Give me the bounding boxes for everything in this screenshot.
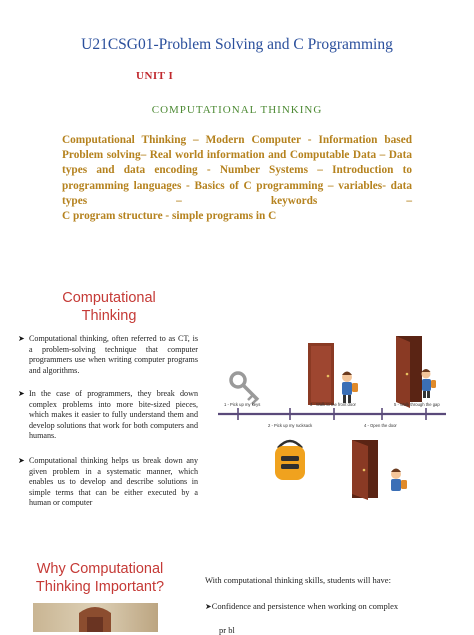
bullet-item [18,456,198,509]
step-label: 2 - Pick up my rucksack [268,423,313,428]
skills-item-continuation: pr bl [219,625,235,635]
step-label: 4 - Open the door [364,423,397,428]
door-icon [352,440,378,500]
topics-line: Basics of C programming – variables- data types – keywords – [62,179,413,207]
backpack-icon [275,441,305,480]
skills-intro: With computational thinking skills, students will have: [205,575,391,585]
key-icon [231,373,258,404]
arrow-bullet-icon: ➤ [18,389,25,398]
topics-line: and Computable Data – Data types and data encoding - [62,149,412,177]
door-icon [396,336,422,408]
skills-item-text: Confidence and persistence when working on complex [211,601,399,611]
historic-photo [33,603,158,632]
bullet-text: Computational thinking, often referred to as CT, is a problem-solving technique that computer programmers use when writing computer programs and algorithms. [29,334,198,375]
child-icon [342,372,358,404]
arrow-bullet-icon: ➤ [18,334,25,343]
bullet-text: Computational thinking helps us break down any given problem in a systematic manner, which enables us to develop and describe solutions in simple terms that can be either executed by a human or computer [29,456,198,508]
door-icon [308,343,334,405]
bullet-text: In the case of programmers, they break down complex problems into more bite-sized pieces, which makes it easier to fully understand them and develop solutions that work for both computers and humans. [29,389,198,441]
child-icon [391,469,407,492]
topics-line: Information based Problem solving– Real world information [62,134,412,162]
child-icon [422,369,437,398]
unit-label: UNIT I [136,70,174,82]
topics-line: C program structure - simple programs in C [62,210,277,223]
step-label: 3 - Walk to the front door [310,402,356,407]
section-heading: COMPUTATIONAL THINKING [151,104,323,116]
slide-title-why-ct-important: Why Computational Thinking Important? [35,561,165,595]
arrow-bullet-icon: ➤ [205,602,212,611]
slide-title-computational-thinking: Computational Thinking [62,290,156,324]
sequence-diagram [218,330,448,500]
bullet-item [18,334,198,376]
step-label: 5 - Walk through the gap [394,402,440,407]
topics-line: Number Systems – Introduction to programming languages - [62,164,413,192]
topics-line: Computational Thinking – Modern Computer - [62,134,312,146]
arrow-bullet-icon: ➤ [18,456,25,465]
step-label: 1 - Pick up my keys [224,402,261,407]
topics-paragraph [62,133,412,224]
course-title: U21CSG01-Problem Solving and C Programming [81,36,393,53]
skills-item [205,601,398,611]
bullet-item [18,389,198,442]
